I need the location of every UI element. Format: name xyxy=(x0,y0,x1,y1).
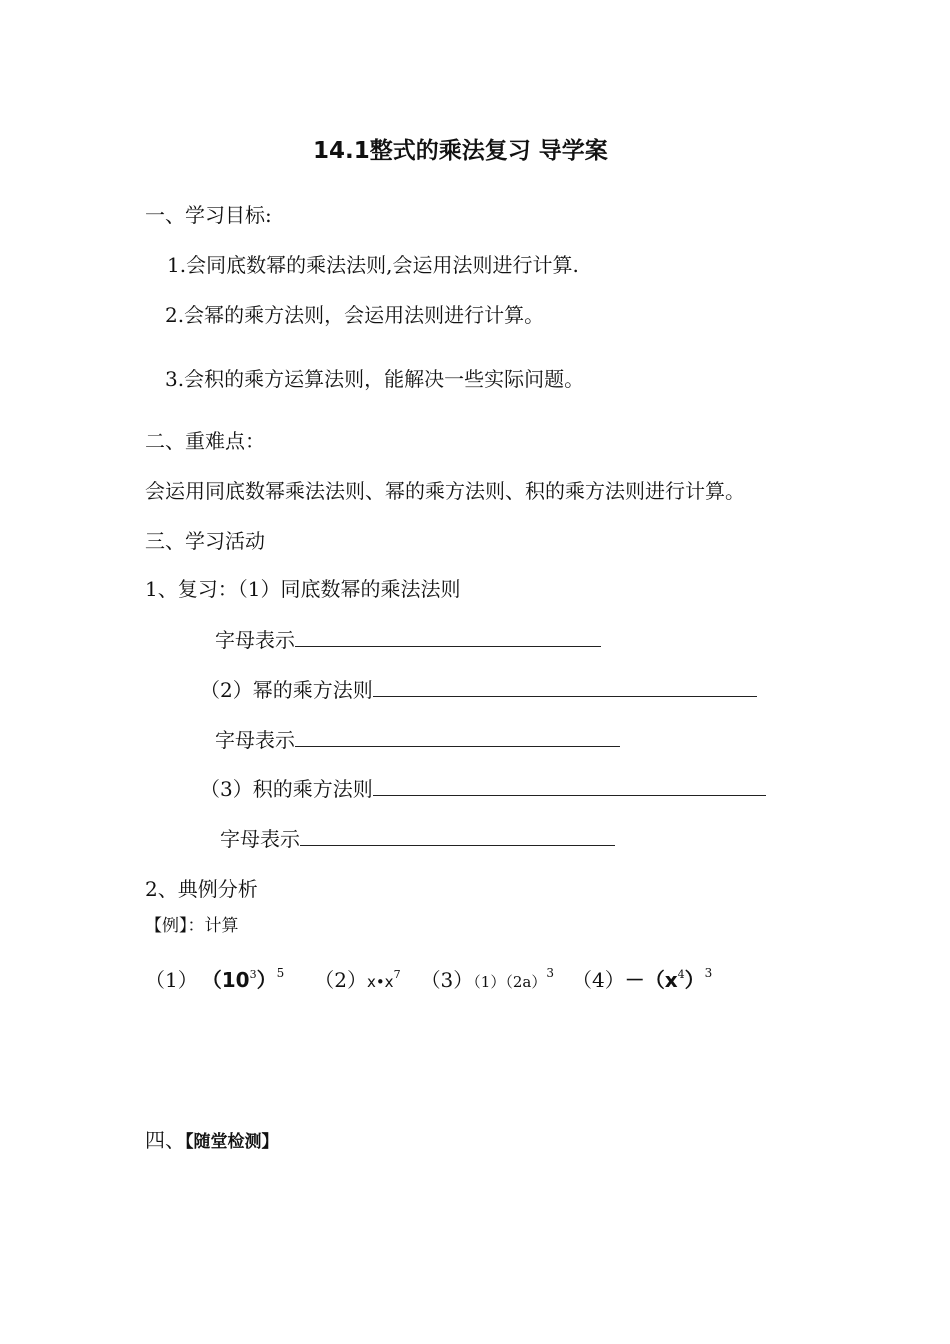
problem-3-label: （3） xyxy=(420,968,474,992)
problem-4-open: －（x xyxy=(624,968,678,992)
objective-item-2: 2.会幂的乘方法则，会运用法则进行计算。 xyxy=(165,303,545,327)
letter-label-3: 字母表示 xyxy=(220,827,300,851)
rule-label-3: （3）积的乘方法则 xyxy=(200,777,373,801)
quiz-heading: 【随堂检测】 xyxy=(185,1132,279,1152)
rule-row-3 xyxy=(200,775,766,803)
example-heading: 2、典例分析 xyxy=(145,877,258,901)
section-heading-key-points: 二、重难点： xyxy=(145,429,265,453)
problem-1-close: ） xyxy=(256,968,277,992)
problem-2-expression: x•x xyxy=(366,973,394,991)
letter-label-1: 字母表示 xyxy=(215,628,295,652)
problem-4-outer-exponent: 3 xyxy=(704,966,713,980)
quiz-prefix: 四、 xyxy=(145,1128,185,1152)
rule-label-2: （2）幂的乘方法则 xyxy=(200,678,373,702)
section-heading-quiz xyxy=(145,1126,279,1156)
answer-blank-2[interactable] xyxy=(373,676,757,697)
section-heading-objectives: 一、学习目标: xyxy=(145,203,272,227)
letter-label-2: 字母表示 xyxy=(215,728,295,752)
problem-1-outer-exponent: 5 xyxy=(276,966,285,980)
objective-item-1: 1.会同底数幂的乘法法则,会运用法则进行计算. xyxy=(167,253,579,277)
answer-blank-3[interactable] xyxy=(295,726,620,747)
rule-row-2 xyxy=(200,676,757,704)
section-heading-activities: 三、学习活动 xyxy=(145,529,265,553)
problem-4-inner-exponent: 4 xyxy=(677,968,685,981)
review-label: 1、复习：（1）同底数幂的乘法法则 xyxy=(145,577,461,601)
problem-4-close: ） xyxy=(684,968,705,992)
answer-blank-5[interactable] xyxy=(300,825,615,846)
example-problems xyxy=(145,959,712,996)
problem-1-inner-exponent: 3 xyxy=(249,968,257,981)
objective-item-3: 3.会积的乘方运算法则，能解决一些实际问题。 xyxy=(165,367,585,391)
answer-blank-4[interactable] xyxy=(373,775,766,796)
letter-row-1 xyxy=(215,626,601,654)
key-points-text: 会运用同底数幂乘法法则、幂的乘方法则、积的乘方法则进行计算。 xyxy=(145,479,745,503)
letter-row-2 xyxy=(215,726,620,754)
problem-3-expression: （1）（2a） xyxy=(473,973,547,991)
page-title: 14.1整式的乘法复习 导学案 xyxy=(313,138,608,164)
example-label: 【例】：计算 xyxy=(145,916,239,936)
problem-4-label: （4） xyxy=(571,968,625,992)
problem-3-exponent: 3 xyxy=(546,966,554,980)
problem-2-exponent: 7 xyxy=(393,968,401,981)
problem-1-label: （1） xyxy=(145,968,198,992)
problem-2-label: （2） xyxy=(314,968,367,992)
letter-row-3 xyxy=(220,825,615,853)
problem-1-open: （10 xyxy=(211,968,250,992)
answer-blank-1[interactable] xyxy=(295,626,601,647)
